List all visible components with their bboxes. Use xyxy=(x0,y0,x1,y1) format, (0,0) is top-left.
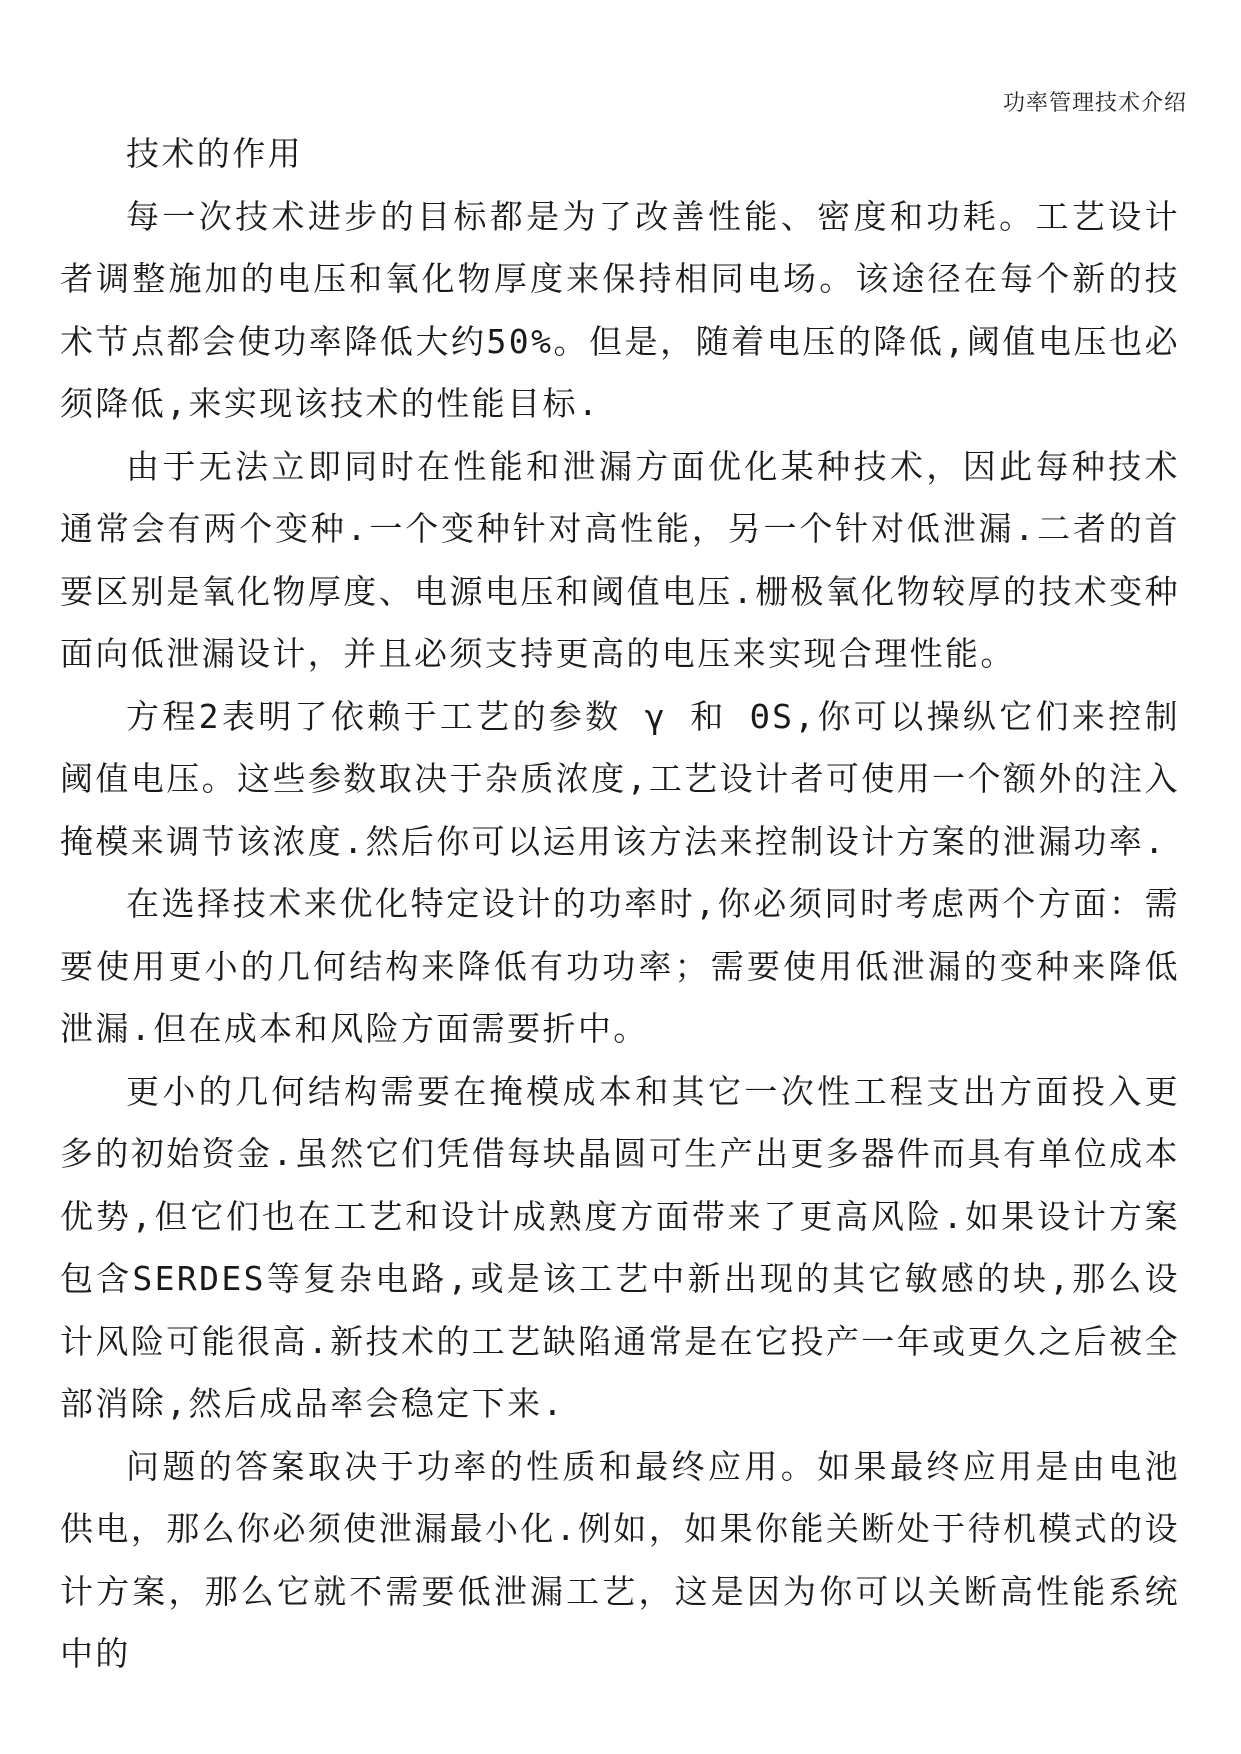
body-text xyxy=(60,123,1180,1686)
paragraph: 在选择技术来优化特定设计的功率时,你必须同时考虑两个方面：需要使用更小的几何结构来降低有功功率；需要使用低泄漏的变种来降低泄漏.但在成本和风险方面需要折中。 xyxy=(60,884,1180,1048)
running-header: 功率管理技术介绍 xyxy=(1002,91,1187,116)
paragraph: 更小的几何结构需要在掩模成本和其它一次性工程支出方面投入更多的初始资金.虽然它们凭借每块晶圆可生产出更多器件而具有单位成本优势,但它们也在工艺和设计成熟度方面带来了更高风险.如果设计方案包含SERDES等复杂电路,或是该工艺中新出现的其它敏感的块,那么设计风险可能很高.新技术的工艺缺陷通常是在它投产一年或更久之后被全部消除,然后成品率会稳定下来. xyxy=(60,1071,1180,1423)
paragraph: 方程2表明了依赖于工艺的参数 γ 和 ΘS,你可以操纵它们来控制阈值电压。这些参数取决于杂质浓度,工艺设计者可使用一个额外的注入掩模来调节该浓度.然后你可以运用该方法来控制设计方案的泄漏功率. xyxy=(60,696,1180,861)
paragraph: 每一次技术进步的目标都是为了改善性能、密度和功耗。工艺设计者调整施加的电压和氧化物厚度来保持相同电场。该途径在每个新的技术节点都会使功率降低大约50%。但是，随着电压的降低,阈值电压也必须降低,来实现该技术的性能目标. xyxy=(60,196,1180,423)
section-heading: 技术的作用 xyxy=(126,134,303,173)
paragraph: 问题的答案取决于功率的性质和最终应用。如果最终应用是由电池供电，那么你必须使泄漏最小化.例如，如果你能关断处于待机模式的设计方案，那么它就不需要低泄漏工艺，这是因为你可以关断高性能系统中的 xyxy=(60,1446,1180,1673)
paragraph: 由于无法立即同时在性能和泄漏方面优化某种技术，因此每种技术通常会有两个变种.一个变种针对高性能，另一个针对低泄漏.二者的首要区别是氧化物厚度、电源电压和阈值电压.栅极氧化物较厚的技术变种面向低泄漏设计，并且必须支持更高的电压来实现合理性能。 xyxy=(60,446,1180,673)
